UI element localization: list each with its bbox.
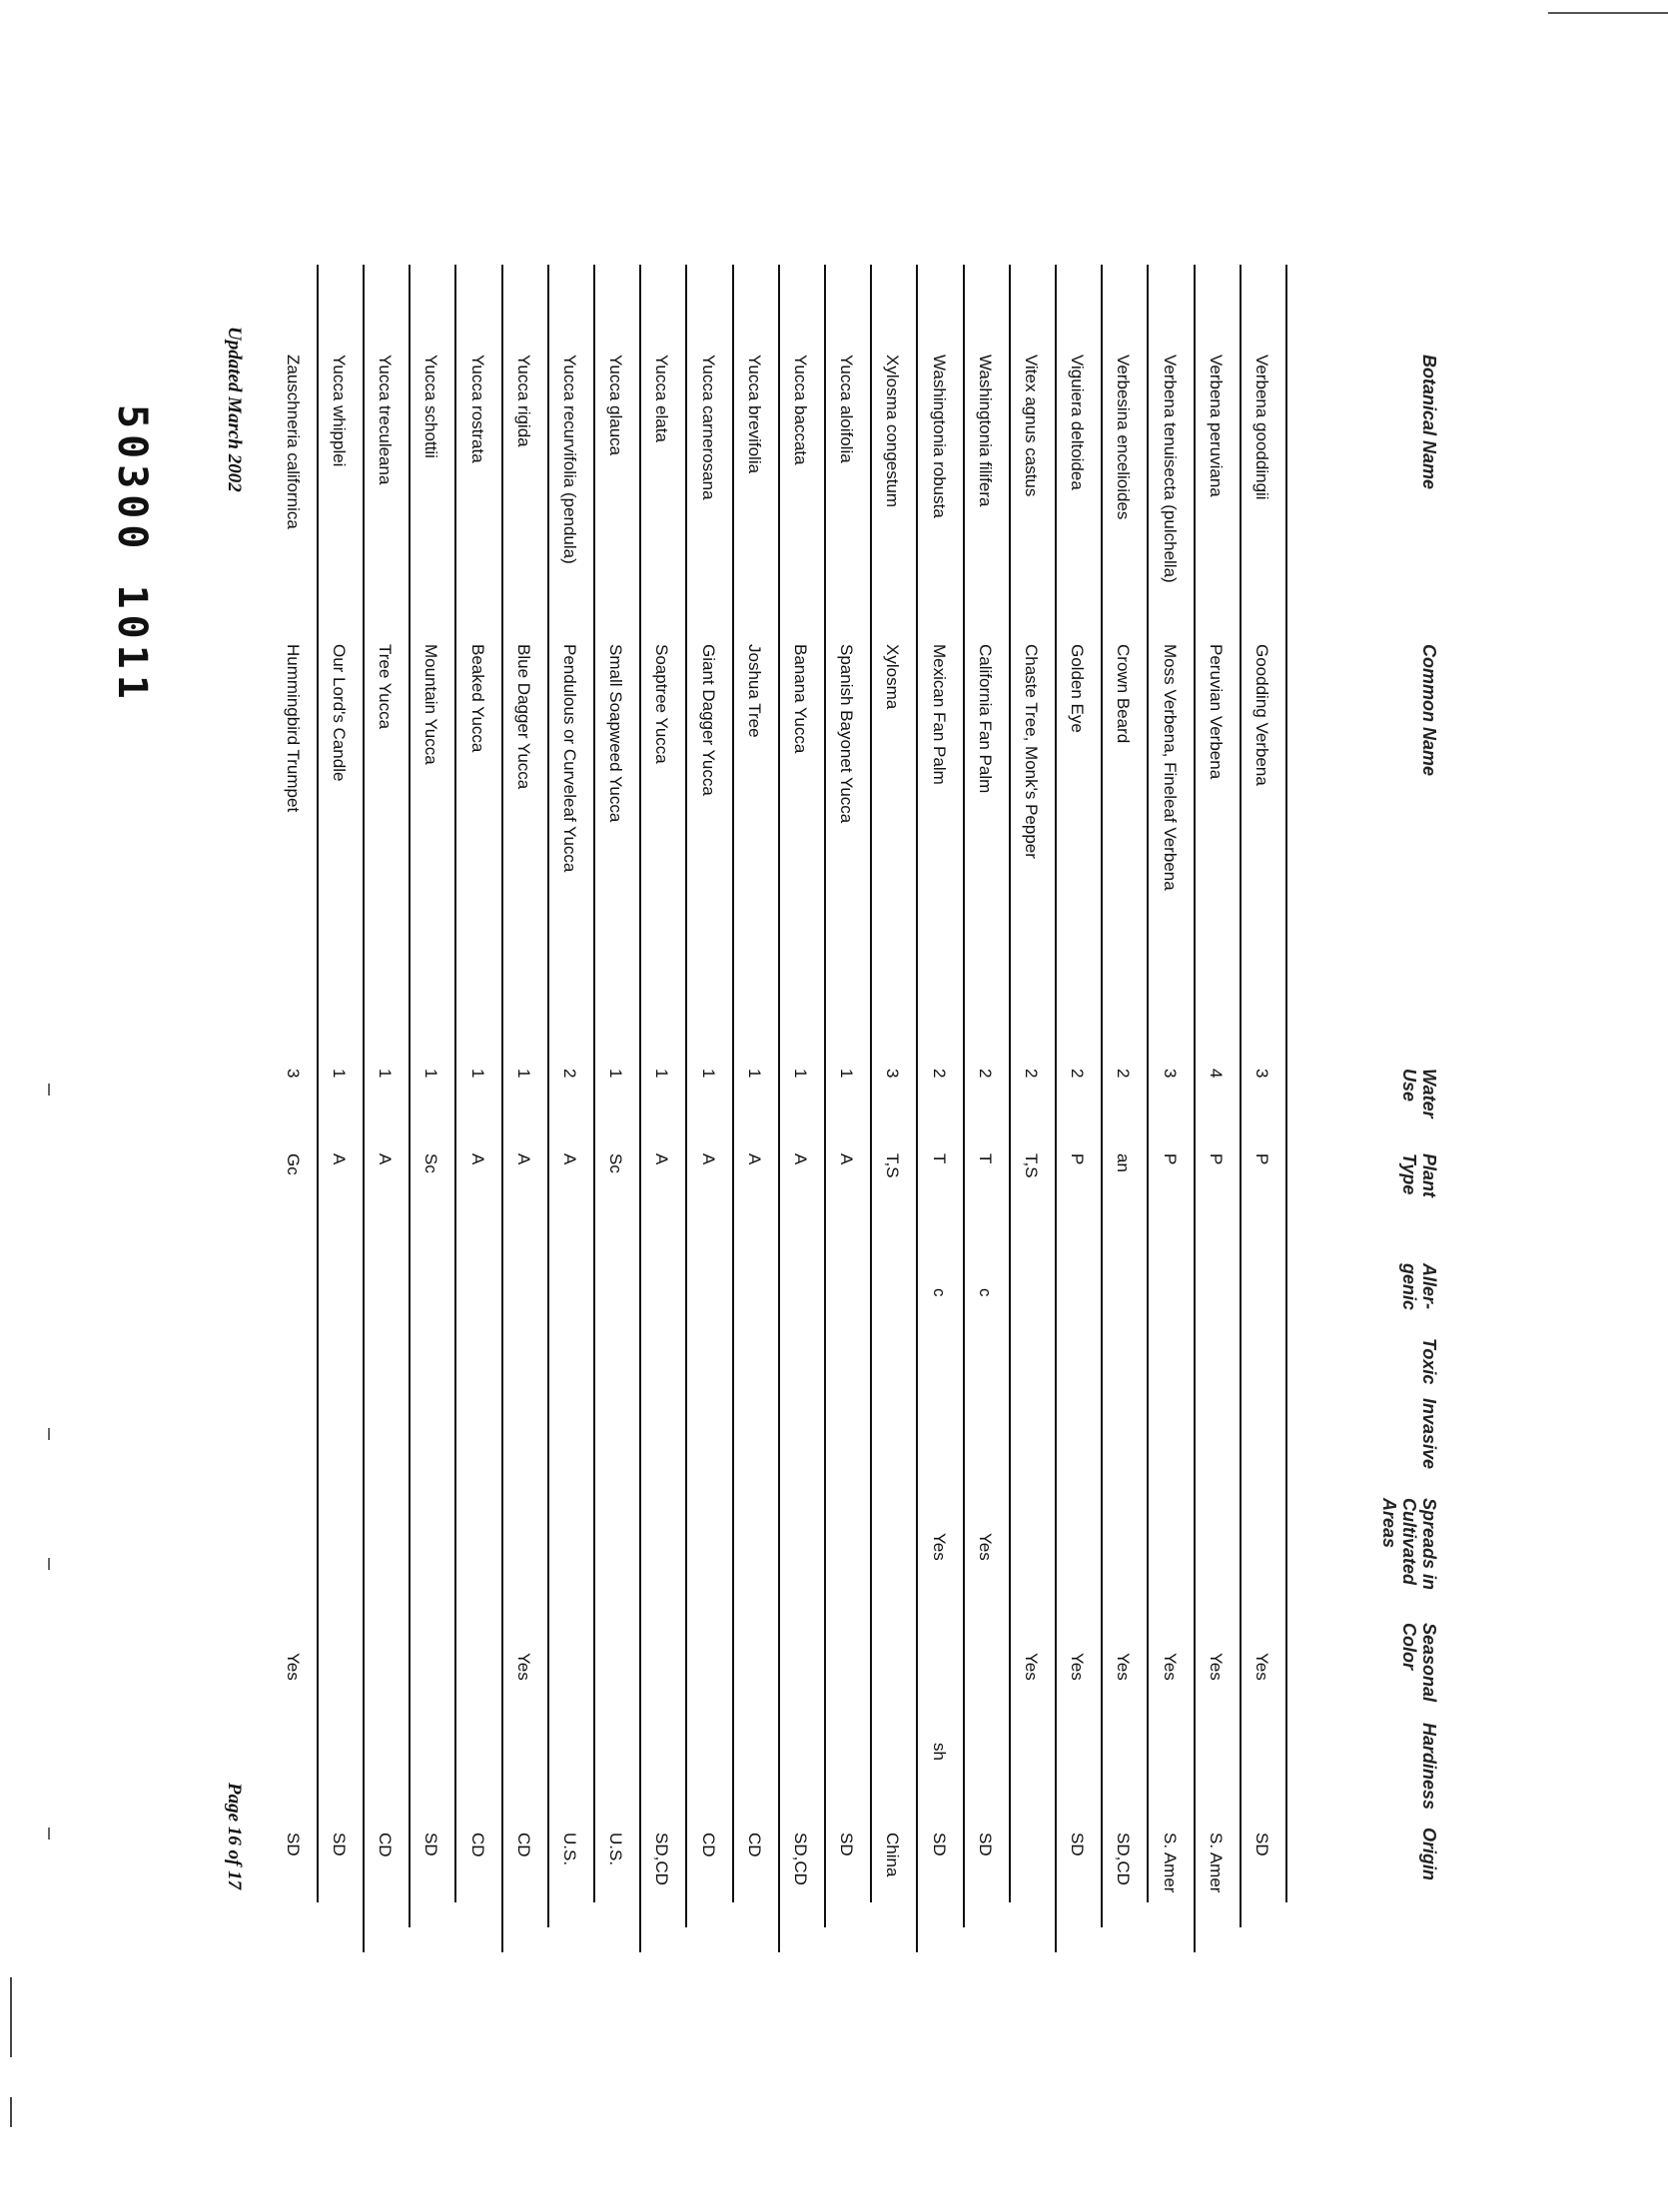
row-rule [593,265,595,1902]
table-row [365,265,411,2142]
cell-water-use: 3 [883,1069,903,1079]
cell-common-name: Giant Dagger Yucca [698,644,718,796]
cell-water-use: 1 [837,1069,857,1079]
row-rule [1055,265,1057,1952]
cell-botanical-name: Verbena tenuisecta (pulchella) [1160,355,1180,583]
cell-origin: SD [929,1833,949,1856]
scan-margin-mark [10,2097,12,2127]
table-row [1196,265,1242,2142]
cell-common-name: Peruvian Verbena [1206,644,1226,780]
cell-origin: SD [837,1833,857,1856]
table-row [1057,265,1103,2142]
cell-botanical-name: Verbesina encelioides [1114,355,1134,520]
scan-dash [48,1828,50,1840]
cell-spreads: Yes [929,1533,949,1561]
cell-origin: U.S. [606,1833,626,1866]
cell-common-name: Soaptree Yucca [652,644,672,764]
cell-plant-type: A [560,1153,579,1165]
cell-seasonal-color: Yes [1114,1653,1134,1681]
cell-allergenic: c [975,1288,995,1297]
header-invasive: Invasive [1419,1398,1439,1470]
cell-plant-type: T [929,1153,949,1164]
table-row [503,265,549,2142]
cell-common-name: Goodding Verbena [1252,644,1271,786]
cell-plant-type: T [975,1153,995,1164]
cell-botanical-name: Washingtonia filifera [975,355,995,507]
cell-water-use: 1 [744,1069,764,1079]
cell-common-name: Chaste Tree, Monk's Pepper [1022,644,1041,859]
cell-origin: SD,CD [652,1833,672,1885]
header-common-name: Common Name [1419,644,1439,777]
header-hardiness: Hardiness [1419,1723,1439,1811]
cell-seasonal-color: Yes [1206,1653,1226,1681]
cell-seasonal-color: Yes [513,1653,533,1681]
cell-common-name: Tree Yucca [376,644,396,730]
cell-plant-type: P [1206,1153,1226,1165]
table-header [1293,265,1443,2142]
table-row [595,265,641,2142]
cell-allergenic: c [929,1288,949,1297]
cell-common-name: Our Lord's Candle [330,644,349,782]
cell-water-use: 3 [1160,1069,1180,1079]
cell-plant-type: T,S [883,1153,903,1178]
scan-top-rule [1548,12,1668,14]
cell-origin: SD,CD [791,1833,810,1885]
cell-botanical-name: Yucca carnerosana [698,355,718,500]
cell-common-name: Crown Beard [1114,644,1134,744]
row-rule [1194,265,1196,1952]
cell-botanical-name: Yucca brevifolia [744,355,764,474]
cell-botanical-name: Washingtonia robusta [929,355,949,518]
cell-water-use: 1 [652,1069,672,1079]
cell-plant-type: Sc [421,1153,441,1173]
table-row [1103,265,1149,2142]
row-rule [963,265,965,1927]
cell-water-use: 1 [791,1069,810,1079]
cell-water-use: 1 [513,1069,533,1079]
header-allergenic: Aller- genic [1399,1263,1439,1311]
cell-seasonal-color: Yes [1252,1653,1271,1681]
cell-common-name: Blue Dagger Yucca [513,644,533,790]
cell-water-use: 1 [606,1069,626,1079]
header-toxic: Toxic [1419,1338,1439,1385]
table-row [688,265,734,2142]
table-row [1011,265,1057,2142]
cell-seasonal-color: Yes [1068,1653,1088,1681]
table-row [1242,265,1287,2142]
row-rule [685,265,687,1927]
rotated-page [109,265,1443,2142]
cell-botanical-name: Yucca rigida [513,355,533,447]
cell-botanical-name: Yucca aloifolia [837,355,857,463]
row-rule [1101,265,1103,1927]
page-number: Page 16 of 17 [224,1783,245,1890]
cell-botanical-name: Yucca recurvifolia (pendula) [560,355,579,564]
cell-water-use: 1 [330,1069,349,1079]
header-origin: Origin [1419,1828,1439,1880]
cell-origin: SD [283,1833,303,1856]
cell-common-name: Mountain Yucca [421,644,441,765]
table-row [780,265,826,2142]
header-spreads: Spreads in Cultivated Areas [1379,1498,1439,1591]
cell-water-use: 2 [1068,1069,1088,1079]
row-rule [778,265,780,1952]
cell-water-use: 2 [1022,1069,1041,1079]
cell-plant-type: A [791,1153,810,1165]
header-seasonal-color: Seasonal Color [1399,1623,1439,1703]
scan-dash [48,1084,50,1096]
cell-botanical-name: Yucca glauca [606,355,626,456]
table-row [641,265,687,2142]
cell-hardiness: sh [929,1743,949,1761]
header-plant-type: Plant Type [1399,1153,1439,1198]
cell-water-use: 1 [467,1069,487,1079]
cell-botanical-name: Yucca treculeana [376,355,396,485]
row-rule [454,265,456,1902]
cell-plant-type: A [837,1153,857,1165]
cell-water-use: 3 [1252,1069,1271,1079]
row-rule [547,265,549,1927]
row-rule [409,265,411,1927]
cell-origin: China [883,1833,903,1877]
cell-common-name: Xylosma [883,644,903,710]
cell-botanical-name: Verbena peruviana [1206,355,1226,497]
row-rule [1147,265,1149,1902]
row-rule [639,265,641,1952]
cell-botanical-name: Xylosma congestum [883,355,903,508]
cell-water-use: 1 [698,1069,718,1079]
table-row [1150,265,1196,2142]
cell-plant-type: T,S [1022,1153,1041,1178]
cell-botanical-name: Yucca rostrata [467,355,487,463]
cell-origin: S. Amer [1206,1833,1226,1893]
cell-common-name: Pendulous or Curveleaf Yucca [560,644,579,873]
cell-seasonal-color: Yes [1160,1653,1180,1681]
cell-spreads: Yes [975,1533,995,1561]
cell-origin: S. Amer [1160,1833,1180,1893]
row-rule [916,265,918,1952]
cell-common-name: Small Soapweed Yucca [606,644,626,823]
scan-dash [48,1558,50,1570]
cell-origin: SD [1068,1833,1088,1856]
cell-common-name: Joshua Tree [744,644,764,738]
cell-plant-type: Gc [283,1153,303,1175]
cell-origin: CD [376,1833,396,1857]
cell-botanical-name: Zauschneria californica [283,355,303,529]
row-rule [870,265,872,1902]
table-row [734,265,780,2142]
cell-botanical-name: Yucca whipplei [330,355,349,467]
cell-origin: SD [330,1833,349,1856]
table-row [411,265,456,2142]
cell-origin: CD [744,1833,764,1857]
cell-water-use: 2 [929,1069,949,1079]
cell-common-name: Beaked Yucca [467,644,487,753]
cell-origin: CD [467,1833,487,1857]
cell-water-use: 2 [975,1069,995,1079]
cell-water-use: 2 [1114,1069,1134,1079]
cell-origin: CD [698,1833,718,1857]
table-row [965,265,1011,2142]
cell-common-name: Banana Yucca [791,644,810,754]
scan-dash [48,1428,50,1440]
cell-common-name: Spanish Bayonet Yucca [837,644,857,824]
row-rule [824,265,826,1927]
cell-water-use: 1 [376,1069,396,1079]
row-rule [1009,265,1011,1902]
cell-origin: CD [513,1833,533,1857]
cell-water-use: 3 [283,1069,303,1079]
header-water-use: Water Use [1399,1069,1439,1118]
cell-seasonal-color: Yes [1022,1653,1041,1681]
cell-water-use: 4 [1206,1069,1226,1079]
cell-botanical-name: Verbena gooddingii [1252,355,1271,500]
updated-date: Updated March 2002 [224,327,245,492]
cell-origin: SD,CD [1114,1833,1134,1885]
scan-margin-mark [10,1977,12,2057]
cell-common-name: Moss Verbena, Fineleaf Verbena [1160,644,1180,891]
cell-origin: U.S. [560,1833,579,1866]
row-rule [363,265,365,1952]
cell-common-name: Hummingbird Trumpet [283,644,303,813]
cell-plant-type: A [513,1153,533,1165]
table-row [826,265,872,2142]
cell-plant-type: P [1252,1153,1271,1165]
cell-plant-type: P [1160,1153,1180,1165]
cell-common-name: Mexican Fan Palm [929,644,949,785]
row-rule [1285,265,1287,1902]
cell-plant-type: an [1114,1153,1134,1172]
cell-water-use: 2 [560,1069,579,1079]
cell-botanical-name: Yucca baccata [791,355,810,465]
cell-plant-type: A [652,1153,672,1165]
header-botanical-name: Botanical Name [1419,355,1439,490]
cell-origin: SD [975,1833,995,1856]
cell-plant-type: A [467,1153,487,1165]
cell-botanical-name: Vitex agnus castus [1022,355,1041,497]
row-rule [317,265,319,1902]
table-row [872,265,918,2142]
table-row [457,265,503,2142]
cell-botanical-name: Viguiera deltoidea [1068,355,1088,490]
cell-seasonal-color: Yes [283,1653,303,1681]
cell-water-use: 1 [421,1069,441,1079]
cell-plant-type: A [330,1153,349,1165]
row-rule [501,265,503,1952]
cell-plant-type: A [698,1153,718,1165]
cell-common-name: California Fan Palm [975,644,995,794]
cell-plant-type: A [376,1153,396,1165]
cell-botanical-name: Yucca schottii [421,355,441,458]
document-stamp: 50300 1011 [109,404,155,705]
table-row [319,265,365,2142]
table-row [273,265,319,2142]
cell-origin: SD [421,1833,441,1856]
row-rule [732,265,734,1902]
cell-plant-type: A [744,1153,764,1165]
cell-botanical-name: Yucca elata [652,355,672,442]
cell-origin: SD [1252,1833,1271,1856]
table-row [549,265,595,2142]
cell-common-name: Golden Eye [1068,644,1088,733]
cell-plant-type: P [1068,1153,1088,1165]
cell-plant-type: Sc [606,1153,626,1173]
table-row [919,265,965,2142]
row-rule [1240,265,1242,1927]
